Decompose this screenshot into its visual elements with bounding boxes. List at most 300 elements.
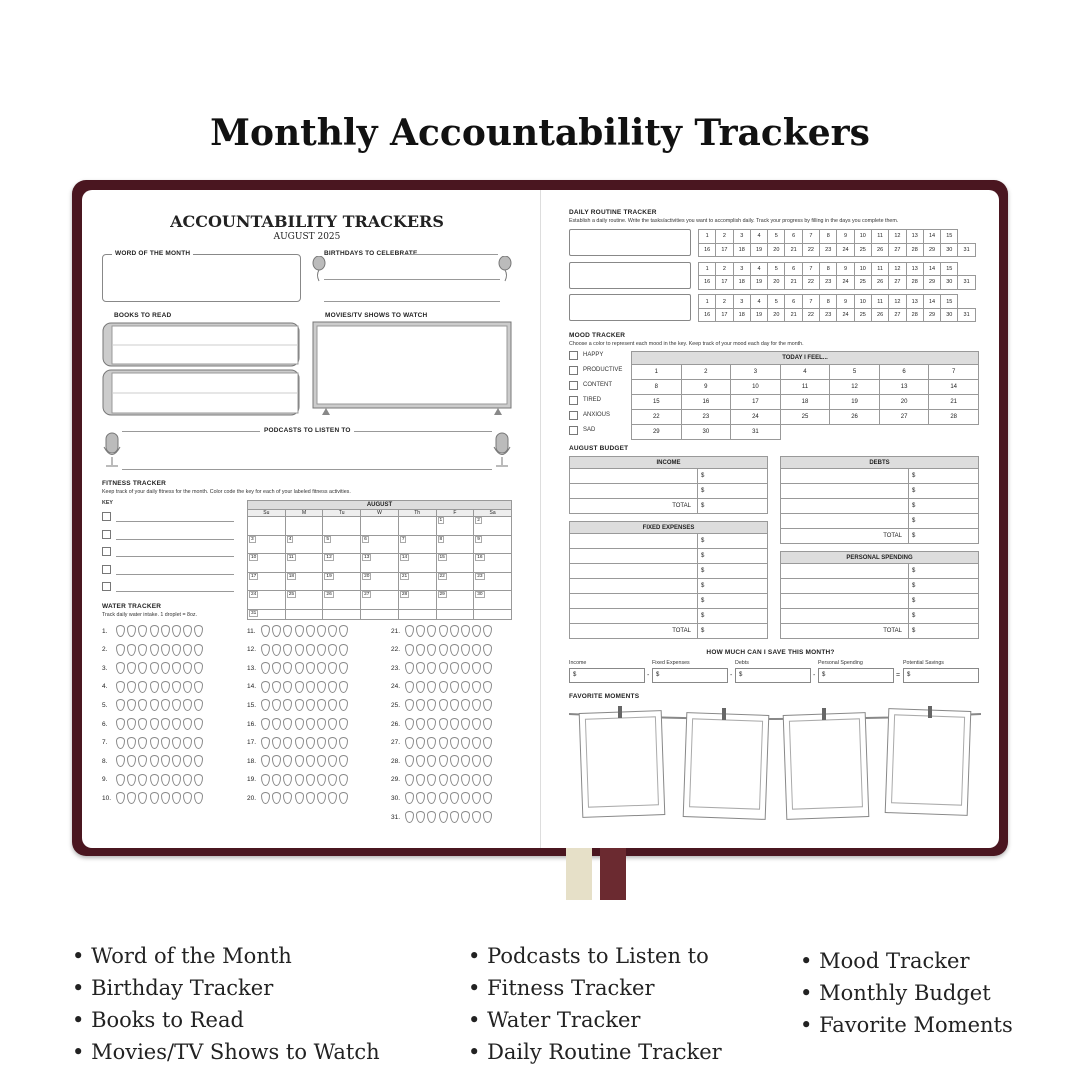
budget-row[interactable] [570, 484, 768, 499]
water-droplet[interactable] [317, 718, 326, 730]
water-droplet[interactable] [138, 718, 147, 730]
calendar-cell[interactable] [398, 554, 436, 573]
routine-day[interactable]: 30 [941, 276, 958, 290]
word-of-month-box[interactable] [102, 254, 301, 302]
water-droplet[interactable] [138, 792, 147, 804]
water-droplet[interactable] [405, 737, 414, 749]
water-droplet[interactable] [150, 774, 159, 786]
water-droplet[interactable] [339, 625, 348, 637]
routine-day[interactable]: 28 [906, 243, 923, 257]
routine-day[interactable]: 4 [750, 295, 767, 309]
budget-item[interactable] [781, 594, 909, 609]
photo-frames[interactable] [569, 702, 981, 822]
water-droplet[interactable] [483, 644, 492, 656]
water-droplet[interactable] [150, 792, 159, 804]
water-droplet[interactable] [283, 625, 292, 637]
routine-day[interactable]: 28 [906, 308, 923, 322]
water-droplet[interactable] [439, 699, 448, 711]
calendar-cell[interactable] [248, 609, 286, 619]
water-droplet[interactable] [461, 699, 470, 711]
water-droplet[interactable] [295, 625, 304, 637]
water-droplet[interactable] [483, 681, 492, 693]
water-droplet[interactable] [439, 681, 448, 693]
calendar-cell[interactable] [323, 517, 361, 536]
routine-day[interactable]: 26 [871, 276, 888, 290]
water-droplet[interactable] [472, 792, 481, 804]
routine-day[interactable]: 6 [785, 295, 802, 309]
mood-cell[interactable]: 17 [731, 395, 781, 410]
water-droplet[interactable] [295, 681, 304, 693]
routine-day[interactable]: 23 [820, 308, 837, 322]
routine-day[interactable]: 19 [750, 243, 767, 257]
routine-day[interactable]: 11 [871, 295, 888, 309]
budget-amount[interactable]: $ [909, 594, 979, 609]
water-droplet[interactable] [150, 755, 159, 767]
water-droplet[interactable] [483, 774, 492, 786]
water-droplet[interactable] [172, 792, 181, 804]
routine-day[interactable]: 11 [871, 262, 888, 276]
budget-row[interactable] [781, 484, 979, 499]
water-droplet[interactable] [194, 792, 203, 804]
water-droplet[interactable] [283, 792, 292, 804]
budget-row[interactable] [781, 594, 979, 609]
water-droplet[interactable] [450, 774, 459, 786]
water-droplet[interactable] [283, 737, 292, 749]
routine-day[interactable]: 6 [785, 230, 802, 244]
budget-amount[interactable]: $ [698, 549, 768, 564]
routine-day[interactable]: 24 [837, 308, 854, 322]
water-droplet[interactable] [183, 737, 192, 749]
budget-item[interactable] [570, 579, 698, 594]
routine-day[interactable]: 2 [716, 295, 733, 309]
water-droplet[interactable] [150, 699, 159, 711]
water-droplet[interactable] [317, 681, 326, 693]
mood-cell[interactable]: 21 [929, 395, 979, 410]
water-droplet[interactable] [483, 811, 492, 823]
budget-row[interactable] [781, 624, 979, 639]
mood-cell[interactable]: 1 [632, 365, 682, 380]
water-droplet[interactable] [450, 699, 459, 711]
calendar-cell[interactable] [323, 591, 361, 610]
water-droplet[interactable] [472, 662, 481, 674]
water-droplet[interactable] [116, 755, 125, 767]
budget-item[interactable] [570, 484, 698, 499]
fitness-key-checkbox[interactable] [102, 530, 111, 539]
water-droplet[interactable] [317, 774, 326, 786]
water-droplet[interactable] [161, 681, 170, 693]
water-droplet[interactable] [283, 681, 292, 693]
mood-cell[interactable]: 2 [681, 365, 731, 380]
routine-day[interactable]: 29 [923, 308, 940, 322]
water-droplet[interactable] [116, 681, 125, 693]
water-droplet[interactable] [405, 662, 414, 674]
routine-day[interactable]: 15 [941, 262, 958, 276]
water-droplet[interactable] [472, 755, 481, 767]
water-droplet[interactable] [416, 774, 425, 786]
budget-item[interactable] [781, 469, 909, 484]
water-droplet[interactable] [427, 662, 436, 674]
budget-row[interactable] [570, 499, 768, 514]
water-droplet[interactable] [283, 644, 292, 656]
water-droplet[interactable] [150, 662, 159, 674]
mood-cell[interactable]: 11 [780, 380, 830, 395]
water-droplet[interactable] [483, 699, 492, 711]
water-droplet[interactable] [183, 718, 192, 730]
water-droplet[interactable] [405, 644, 414, 656]
fitness-key-checkbox[interactable] [102, 512, 111, 521]
water-droplet[interactable] [328, 699, 337, 711]
water-droplet[interactable] [261, 699, 270, 711]
water-droplet[interactable] [183, 792, 192, 804]
budget-amount[interactable]: $ [909, 469, 979, 484]
routine-day[interactable]: 12 [889, 230, 906, 244]
water-droplet[interactable] [116, 718, 125, 730]
routine-day[interactable]: 15 [941, 230, 958, 244]
water-droplet[interactable] [138, 662, 147, 674]
water-droplet[interactable] [116, 644, 125, 656]
water-droplet[interactable] [261, 644, 270, 656]
water-droplet[interactable] [450, 644, 459, 656]
budget-item[interactable] [781, 484, 909, 499]
calendar-cell[interactable] [323, 554, 361, 573]
routine-day[interactable]: 19 [750, 276, 767, 290]
budget-row[interactable] [781, 609, 979, 624]
water-droplet[interactable] [461, 625, 470, 637]
water-droplet[interactable] [261, 681, 270, 693]
water-droplet[interactable] [283, 662, 292, 674]
budget-row[interactable] [781, 514, 979, 529]
budget-amount[interactable]: $ [698, 609, 768, 624]
water-droplet[interactable] [138, 755, 147, 767]
water-droplet[interactable] [461, 755, 470, 767]
routine-day[interactable]: 8 [820, 230, 837, 244]
water-droplet[interactable] [272, 625, 281, 637]
water-droplet[interactable] [138, 699, 147, 711]
calendar-cell[interactable] [398, 609, 436, 619]
water-droplet[interactable] [339, 792, 348, 804]
savings-field[interactable] [569, 668, 645, 683]
water-droplet[interactable] [450, 737, 459, 749]
water-droplet[interactable] [161, 699, 170, 711]
calendar-cell[interactable] [398, 535, 436, 554]
water-droplet[interactable] [261, 774, 270, 786]
budget-row[interactable] [570, 579, 768, 594]
mood-cell[interactable]: 27 [879, 410, 929, 425]
budget-row[interactable] [781, 579, 979, 594]
savings-field[interactable] [818, 668, 894, 683]
routine-day[interactable]: 23 [820, 276, 837, 290]
mood-cell[interactable]: 13 [879, 380, 929, 395]
water-droplet[interactable] [416, 625, 425, 637]
calendar-cell[interactable] [361, 572, 399, 591]
water-droplet[interactable] [172, 774, 181, 786]
water-droplet[interactable] [283, 718, 292, 730]
water-droplet[interactable] [150, 625, 159, 637]
water-droplet[interactable] [439, 792, 448, 804]
water-droplet[interactable] [127, 718, 136, 730]
water-droplet[interactable] [339, 681, 348, 693]
water-droplet[interactable] [306, 737, 315, 749]
budget-row[interactable] [781, 499, 979, 514]
routine-day[interactable]: 31 [958, 243, 975, 257]
water-droplet[interactable] [317, 792, 326, 804]
routine-day[interactable]: 9 [837, 230, 854, 244]
calendar-cell[interactable] [398, 591, 436, 610]
water-droplet[interactable] [450, 718, 459, 730]
water-droplet[interactable] [472, 681, 481, 693]
calendar-cell[interactable] [285, 517, 323, 536]
water-droplet[interactable] [172, 681, 181, 693]
routine-day[interactable]: 30 [941, 243, 958, 257]
water-droplet[interactable] [483, 718, 492, 730]
water-droplet[interactable] [416, 792, 425, 804]
routine-day[interactable]: 22 [802, 276, 819, 290]
budget-amount[interactable]: $ [909, 499, 979, 514]
routine-day[interactable]: 9 [837, 262, 854, 276]
calendar-cell[interactable] [361, 517, 399, 536]
water-droplet[interactable] [172, 644, 181, 656]
mood-checkbox[interactable] [569, 411, 578, 420]
water-droplet[interactable] [483, 755, 492, 767]
water-droplet[interactable] [116, 774, 125, 786]
water-droplet[interactable] [116, 737, 125, 749]
routine-task-box[interactable] [569, 262, 691, 289]
routine-day[interactable]: 14 [923, 295, 940, 309]
water-droplet[interactable] [295, 792, 304, 804]
calendar-cell[interactable] [436, 572, 474, 591]
mood-cell[interactable]: 5 [830, 365, 880, 380]
routine-day[interactable]: 20 [768, 276, 785, 290]
water-droplet[interactable] [172, 662, 181, 674]
budget-item[interactable] [781, 514, 909, 529]
water-droplet[interactable] [317, 644, 326, 656]
budget-item[interactable]: TOTAL [781, 529, 909, 544]
routine-day[interactable]: 6 [785, 262, 802, 276]
water-droplet[interactable] [306, 644, 315, 656]
budget-amount[interactable]: $ [698, 484, 768, 499]
routine-day[interactable]: 1 [699, 262, 716, 276]
water-droplet[interactable] [416, 737, 425, 749]
routine-day[interactable]: 29 [923, 243, 940, 257]
water-droplet[interactable] [427, 792, 436, 804]
water-droplet[interactable] [439, 644, 448, 656]
water-droplet[interactable] [116, 792, 125, 804]
budget-amount[interactable]: $ [698, 534, 768, 549]
water-droplet[interactable] [172, 755, 181, 767]
routine-day[interactable]: 10 [854, 295, 871, 309]
books-icon[interactable] [102, 321, 302, 417]
budget-amount[interactable]: $ [698, 564, 768, 579]
savings-field[interactable] [903, 668, 979, 683]
water-droplet[interactable] [317, 737, 326, 749]
calendar-cell[interactable] [361, 535, 399, 554]
budget-row[interactable] [570, 469, 768, 484]
calendar-cell[interactable] [436, 591, 474, 610]
water-droplet[interactable] [127, 681, 136, 693]
routine-day[interactable]: 24 [837, 243, 854, 257]
water-droplet[interactable] [138, 737, 147, 749]
water-droplet[interactable] [472, 644, 481, 656]
routine-day[interactable]: 4 [750, 230, 767, 244]
water-droplet[interactable] [272, 718, 281, 730]
water-droplet[interactable] [127, 737, 136, 749]
routine-day[interactable]: 3 [733, 295, 750, 309]
water-droplet[interactable] [194, 737, 203, 749]
water-droplet[interactable] [328, 662, 337, 674]
water-droplet[interactable] [127, 644, 136, 656]
water-droplet[interactable] [172, 718, 181, 730]
water-droplet[interactable] [439, 737, 448, 749]
water-droplet[interactable] [295, 755, 304, 767]
routine-day[interactable]: 8 [820, 295, 837, 309]
routine-day[interactable]: 8 [820, 262, 837, 276]
water-droplet[interactable] [427, 737, 436, 749]
calendar-cell[interactable] [323, 609, 361, 619]
budget-item[interactable] [570, 594, 698, 609]
water-droplet[interactable] [272, 644, 281, 656]
water-droplet[interactable] [194, 718, 203, 730]
water-droplet[interactable] [127, 699, 136, 711]
routine-day[interactable]: 20 [768, 308, 785, 322]
routine-day[interactable]: 16 [699, 308, 716, 322]
budget-amount[interactable]: $ [909, 624, 979, 639]
mood-cell[interactable]: 15 [632, 395, 682, 410]
water-droplet[interactable] [483, 737, 492, 749]
water-droplet[interactable] [416, 699, 425, 711]
water-droplet[interactable] [439, 774, 448, 786]
water-droplet[interactable] [306, 718, 315, 730]
water-droplet[interactable] [416, 755, 425, 767]
water-droplet[interactable] [116, 699, 125, 711]
water-droplet[interactable] [306, 681, 315, 693]
routine-day[interactable]: 9 [837, 295, 854, 309]
calendar-cell[interactable] [248, 572, 286, 591]
routine-day[interactable]: 31 [958, 308, 975, 322]
routine-day[interactable]: 20 [768, 243, 785, 257]
routine-day[interactable]: 4 [750, 262, 767, 276]
mood-cell[interactable]: 4 [780, 365, 830, 380]
water-droplet[interactable] [328, 625, 337, 637]
routine-day[interactable]: 22 [802, 243, 819, 257]
water-droplet[interactable] [483, 662, 492, 674]
routine-day[interactable]: 11 [871, 230, 888, 244]
budget-row[interactable] [570, 564, 768, 579]
water-droplet[interactable] [339, 718, 348, 730]
water-droplet[interactable] [272, 755, 281, 767]
budget-item[interactable] [570, 534, 698, 549]
budget-row[interactable] [570, 624, 768, 639]
water-droplet[interactable] [405, 625, 414, 637]
mood-checkbox[interactable] [569, 396, 578, 405]
water-droplet[interactable] [172, 699, 181, 711]
water-droplet[interactable] [161, 644, 170, 656]
budget-amount[interactable]: $ [909, 609, 979, 624]
routine-day[interactable]: 18 [733, 243, 750, 257]
water-droplet[interactable] [427, 644, 436, 656]
mood-cell[interactable]: 23 [681, 410, 731, 425]
routine-day[interactable]: 27 [889, 276, 906, 290]
routine-day[interactable]: 17 [716, 308, 733, 322]
mood-cell[interactable]: 22 [632, 410, 682, 425]
mood-cell[interactable]: 18 [780, 395, 830, 410]
mood-checkbox[interactable] [569, 366, 578, 375]
routine-day[interactable]: 30 [941, 308, 958, 322]
water-droplet[interactable] [261, 662, 270, 674]
water-droplet[interactable] [416, 811, 425, 823]
calendar-cell[interactable] [398, 517, 436, 536]
routine-day[interactable]: 16 [699, 243, 716, 257]
water-droplet[interactable] [328, 644, 337, 656]
routine-day[interactable]: 14 [923, 262, 940, 276]
water-droplet[interactable] [283, 774, 292, 786]
water-droplet[interactable] [116, 625, 125, 637]
water-droplet[interactable] [339, 755, 348, 767]
water-droplet[interactable] [138, 681, 147, 693]
budget-item[interactable] [781, 499, 909, 514]
water-droplet[interactable] [328, 681, 337, 693]
water-droplet[interactable] [405, 774, 414, 786]
calendar-cell[interactable] [474, 572, 512, 591]
budget-amount[interactable]: $ [909, 484, 979, 499]
budget-amount[interactable]: $ [698, 594, 768, 609]
routine-day[interactable]: 24 [837, 276, 854, 290]
budget-amount[interactable]: $ [909, 514, 979, 529]
budget-row[interactable] [781, 469, 979, 484]
routine-day[interactable]: 12 [889, 262, 906, 276]
water-droplet[interactable] [295, 737, 304, 749]
water-droplet[interactable] [116, 662, 125, 674]
water-droplet[interactable] [161, 774, 170, 786]
water-droplet[interactable] [405, 718, 414, 730]
water-droplet[interactable] [427, 811, 436, 823]
water-droplet[interactable] [416, 718, 425, 730]
water-droplet[interactable] [161, 662, 170, 674]
water-droplet[interactable] [328, 737, 337, 749]
calendar-cell[interactable] [248, 535, 286, 554]
calendar-cell[interactable] [285, 535, 323, 554]
water-droplet[interactable] [328, 774, 337, 786]
water-droplet[interactable] [138, 774, 147, 786]
water-droplet[interactable] [439, 718, 448, 730]
routine-day[interactable]: 29 [923, 276, 940, 290]
water-droplet[interactable] [150, 737, 159, 749]
water-droplet[interactable] [339, 662, 348, 674]
water-droplet[interactable] [161, 755, 170, 767]
water-droplet[interactable] [127, 792, 136, 804]
budget-item[interactable] [781, 564, 909, 579]
routine-day[interactable]: 25 [854, 308, 871, 322]
savings-field[interactable] [735, 668, 811, 683]
calendar-cell[interactable] [248, 554, 286, 573]
budget-item[interactable] [781, 579, 909, 594]
water-droplet[interactable] [461, 774, 470, 786]
water-droplet[interactable] [127, 774, 136, 786]
mood-cell[interactable]: 30 [681, 425, 731, 440]
mood-cell[interactable]: 16 [681, 395, 731, 410]
water-droplet[interactable] [405, 792, 414, 804]
water-droplet[interactable] [405, 699, 414, 711]
routine-day[interactable]: 3 [733, 262, 750, 276]
routine-day[interactable]: 26 [871, 308, 888, 322]
routine-day[interactable]: 10 [854, 230, 871, 244]
water-droplet[interactable] [450, 681, 459, 693]
routine-task-box[interactable] [569, 294, 691, 321]
water-droplet[interactable] [317, 755, 326, 767]
routine-day[interactable]: 21 [785, 308, 802, 322]
budget-row[interactable] [570, 534, 768, 549]
water-droplet[interactable] [183, 662, 192, 674]
routine-day[interactable]: 18 [733, 276, 750, 290]
